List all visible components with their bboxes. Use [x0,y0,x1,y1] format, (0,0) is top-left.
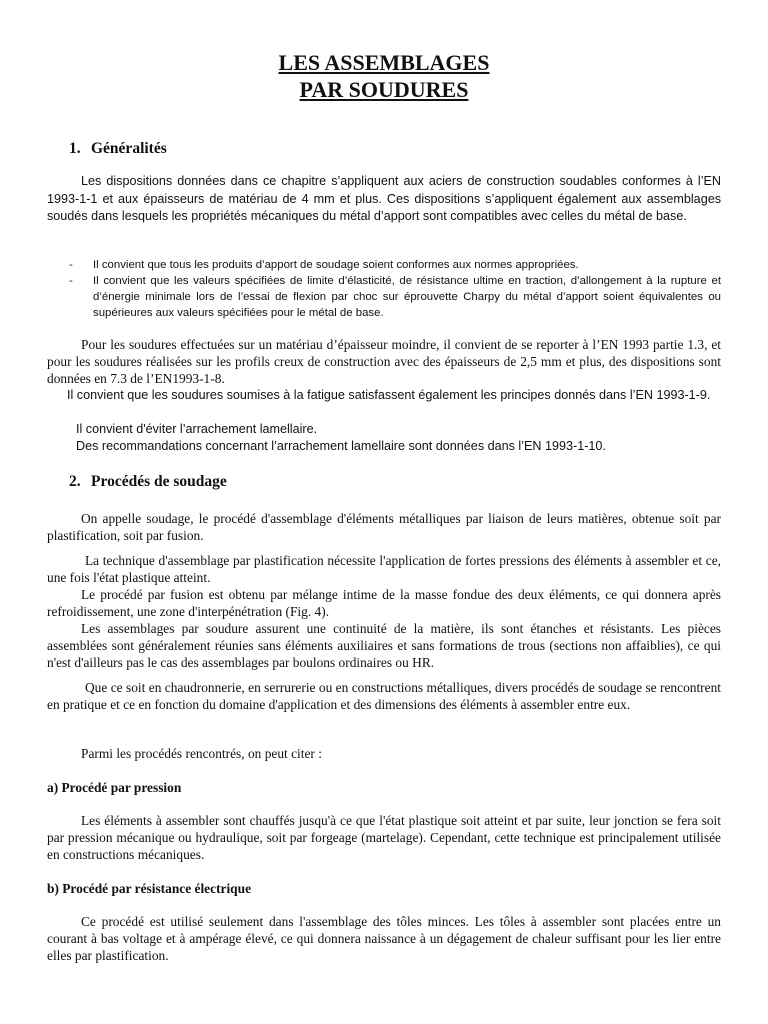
section-2-paragraph-4: Les assemblages par soudure assurent une continuité de la matière, ils sont étanches et résistants. Les pièces assemblées sont généralement réunies sans éléments auxiliaires et sans formations de trous (sections non affaiblies), ce qui n'est d'ailleurs pas le cas des assemblages par boulons ordinaires ou HR. [47,621,721,670]
section-1-intro: Les dispositions données dans ce chapitre s’appliquent aux aciers de construction soudables conformes à l’EN 1993-1-1 et aux épaisseurs de matériau de 4 mm et plus. Ces dispositions s’appliquent également aux assemblages soudés dans lesquels les propriétés mécaniques du métal d’apport sont compatibles avec celles du métal de base. [47,174,721,223]
section-1-number: 1. [69,140,81,157]
section-1-paragraph-5: Des recommandations concernant l’arrachement lamellaire sont données dans l’EN 1993-1-10. [76,439,606,453]
section-2-paragraph-1: On appelle soudage, le procédé d'assemblage d'éléments métalliques par liaison de leurs matières, obtenue soit par plastification, soit par fusion. [47,511,721,543]
section-2-paragraph-3: Le procédé par fusion est obtenu par mélange intime de la masse fondue des deux éléments, ce qui donnera après refroidissement, une zone d'interpénétration (Fig. 4). [47,587,721,619]
bullet-dash: - [69,275,73,287]
title-line-1: LES ASSEMBLAGES [278,50,490,75]
section-2-paragraph-6: Parmi les procédés rencontrés, on peut citer : [81,746,322,761]
section-2-paragraph-5: Que ce soit en chaudronnerie, en serrurerie ou en constructions métalliques, divers procédés de soudage se rencontrent en pratique et ce en fonction du domaine d'application et des dimensions des éléments à assembler entre eux. [47,680,721,712]
section-1-paragraph-3: Il convient que les soudures soumises à la fatigue satisfassent également les principes donnés dans l’EN 1993-1-9. [67,388,711,402]
subsection-b-text: Ce procédé est utilisé seulement dans l'assemblage des tôles minces. Les tôles à assembler sont placées entre un courant à bas voltage et à ampérage élevé, ce qui donnera naissance à un dégagement de chaleur suffisant pour les lier entre elles par plastification. [47,914,721,963]
section-1-title: Généralités [91,140,167,157]
title-line-2: PAR SOUDURES [299,77,469,102]
section-2-paragraph-2: La technique d'assemblage par plastification nécessite l'application de fortes pressions des éléments à assembler et ce, une fois l'état plastique atteint. [47,553,721,585]
bullet-text: Il convient que les valeurs spécifiées de limite d’élasticité, de résistance ultime en traction, d’allongement à la rupture et d’énergie minimale lors de l’essai de flexion par choc sur éprouvette Charpy du métal d’apport soient équivalentes ou supérieures aux valeurs spécifiées pour le métal de base. [93,275,721,319]
section-1-paragraph-2: Pour les soudures effectuées sur un matériau d’épaisseur moindre, il convient de se reporter à l’EN 1993 partie 1.3, et pour les soudures réalisées sur les profils creux de construction avec des épaisseurs de 2,5 mm et plus, des dispositions sont données en 7.3 de l’EN1993-1-8. [47,337,721,386]
subsection-b-heading: b) Procédé par résistance électrique [47,881,252,896]
bullet-item [69,257,721,273]
subsection-a-heading: a) Procédé par pression [47,780,182,795]
section-2-title: Procédés de soudage [91,473,227,490]
bullet-item [69,273,721,321]
section-1-heading [69,139,167,158]
document-page [47,0,721,1024]
section-2-number: 2. [69,473,81,490]
document-title [47,49,721,103]
section-1-bullet-list [69,257,721,321]
bullet-text: Il convient que tous les produits d’apport de soudage soient conformes aux normes appropriées. [93,259,579,271]
subsection-a-text: Les éléments à assembler sont chauffés jusqu'à ce que l'état plastique soit atteint et par suite, leur jonction se fera soit par pression mécanique ou hydraulique, soit par forgeage (martelage). Cependant, cette technique est principalement utilisée en constructions mécaniques. [47,813,721,862]
section-1-paragraph-4: Il convient d'éviter l’arrachement lamellaire. [76,422,318,436]
bullet-dash: - [69,259,73,271]
section-2-heading [69,472,227,491]
